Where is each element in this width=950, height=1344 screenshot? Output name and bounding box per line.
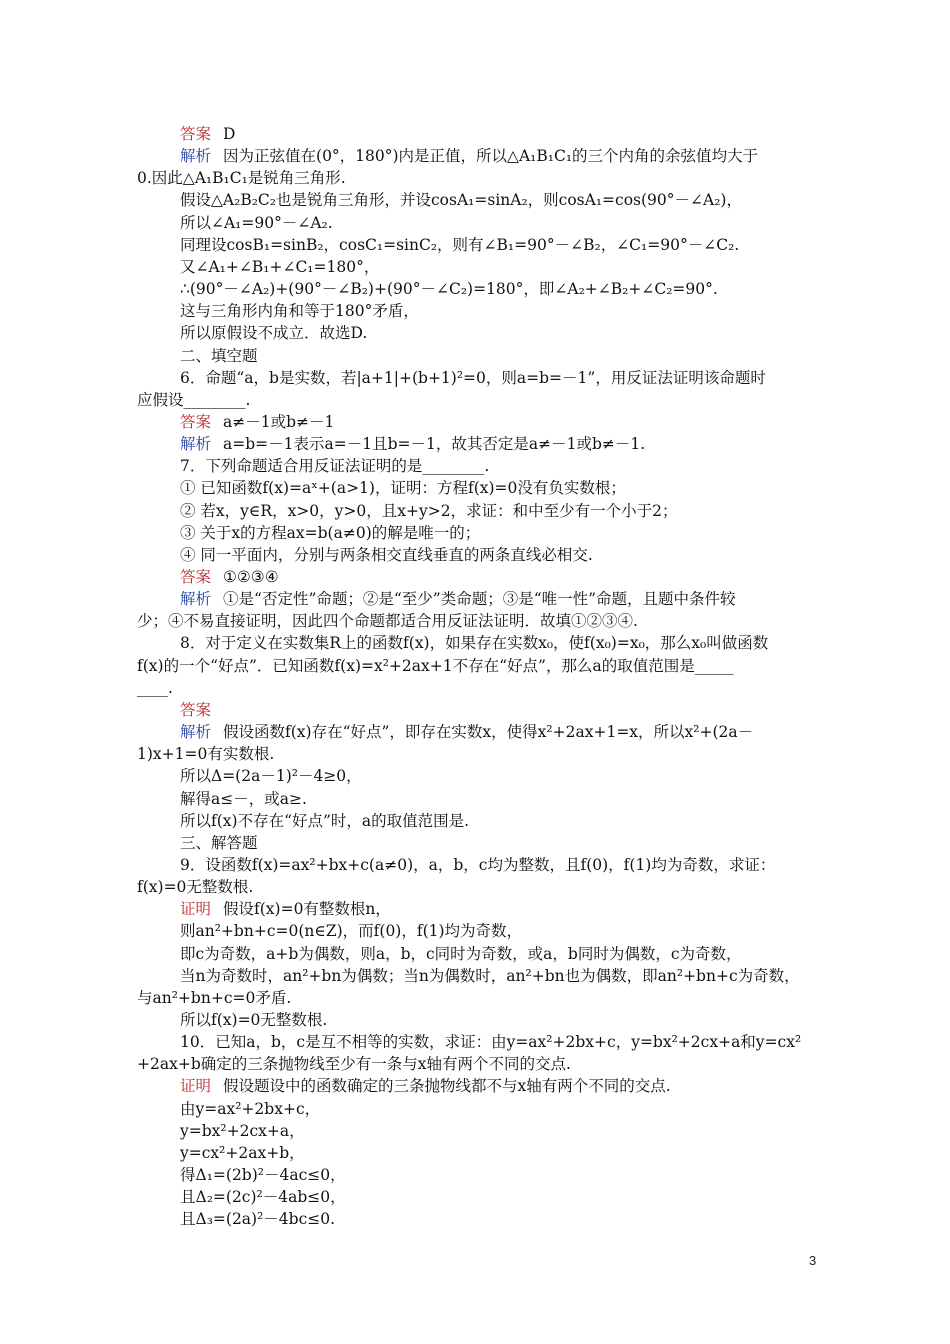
line-text: 当n为奇数时，an²+bn为偶数；当n为偶数时，an²+bn也为偶数，即an²+bn+c为奇数， (180, 966, 800, 985)
line-text: 所以Δ=(2a－1)²－4≥0， (180, 767, 362, 786)
line-text: 得Δ₁=(2b)²－4ac≤0， (180, 1166, 346, 1185)
text-line (180, 278, 820, 300)
text-line (180, 920, 820, 942)
text-line (180, 588, 820, 610)
line-text: 则an²+bn+c=0(n∈Z)，而f(0)，f(1)均为奇数， (180, 922, 523, 941)
text-line (180, 566, 820, 588)
line-text: a≠－1或b≠－1 (223, 412, 335, 431)
section-tag: 解析 (180, 590, 212, 609)
section-tag: 答案 (180, 412, 212, 431)
text-line (180, 1142, 820, 1164)
line-text: f(x)=0无整数根. (137, 878, 254, 897)
line-text: 与an²+bn+c=0矛盾. (137, 988, 292, 1007)
line-text: 应假设________. (137, 390, 251, 409)
line-text: 这与三角形内角和等于180°矛盾， (180, 302, 419, 321)
line-text: a=b=－1表示a=－1且b=－1，故其否定是a≠－1或b≠－1. (223, 435, 646, 454)
text-line (137, 655, 820, 677)
text-line (180, 345, 820, 367)
line-text: ①是“否定性”命题；②是“至少”类命题；③是“唯一性”命题，且题中条件较 (223, 590, 736, 609)
text-line (180, 189, 820, 211)
text-line (180, 322, 820, 344)
text-line (180, 234, 820, 256)
text-line (180, 699, 820, 721)
text-line (180, 455, 820, 477)
text-line (137, 389, 820, 411)
line-text: 即c为奇数，a+b为偶数，则a，b，c同时为奇数，或a，b同时为偶数，c为奇数， (180, 944, 742, 963)
line-text: 由y=ax²+2bx+c， (180, 1099, 321, 1118)
line-text: ①②③④ (223, 568, 279, 586)
text-line (180, 123, 820, 145)
section-tag: 解析 (180, 723, 212, 742)
text-line (180, 522, 820, 544)
line-text: 10．已知a，b，c是互不相等的实数，求证：由y=ax²+2bx+c，y=bx²+2cx+a和y=cx² (180, 1033, 802, 1052)
line-text: f(x)的一个“好点”．已知函数f(x)=x²+2ax+1不存在“好点”，那么a的取值范围是_____ (137, 656, 734, 675)
text-line (180, 765, 820, 787)
text-line (137, 876, 820, 898)
line-text: 7．下列命题适合用反证法证明的是________. (180, 457, 490, 476)
line-text: +2ax+b确定的三条抛物线至少有一条与x轴有两个不同的交点. (137, 1055, 571, 1074)
section-tag: 证明 (180, 900, 212, 919)
text-line (137, 743, 820, 765)
section-tag: 解析 (180, 435, 212, 454)
text-line (180, 788, 820, 810)
line-text: 同理设cosB₁=sinB₂，cosC₁=sinC₂，则有∠B₁=90°－∠B₂，∠C₁=90°－∠C₂. (180, 235, 740, 254)
line-text: 二、填空题 (180, 346, 258, 365)
text-line (180, 854, 820, 876)
line-text: 0.因此△A₁B₁C₁是锐角三角形. (137, 169, 346, 188)
line-text: 假设函数f(x)存在“好点”，即存在实数x，使得x²+2ax+1=x，所以x²+(2a－ (223, 723, 754, 742)
line-text: 所以f(x)=0无整数根. (180, 1011, 328, 1029)
text-line (137, 167, 820, 189)
text-line (137, 1053, 820, 1075)
line-text: 假设△A₂B₂C₂也是锐角三角形，并设cosA₁=sinA₂，则cosA₁=cos(90°－∠A₂)， (180, 191, 742, 210)
text-line (180, 1098, 820, 1120)
line-text: 8．对于定义在实数集R上的函数f(x)，如果存在实数x₀，使f(x₀)=x₀，那么x₀叫做函数 (180, 634, 769, 653)
line-text: ③ 关于x的方程ax=b(a≠0)的解是唯一的； (180, 523, 481, 542)
text-line (180, 500, 820, 522)
line-text: 因为正弦值在(0°，180°)内是正值，所以△A₁B₁C₁的三个内角的余弦值均大于 (223, 147, 759, 166)
line-text: 假设f(x)=0有整数根n， (223, 900, 391, 919)
section-tag: 答案 (180, 700, 212, 719)
text-line (180, 1186, 820, 1208)
text-line (180, 367, 820, 389)
line-text: 所以∠A₁=90°－∠A₂. (180, 213, 333, 232)
line-text: ④ 同一平面内，分别与两条相交直线垂直的两条直线必相交. (180, 545, 593, 564)
text-line (180, 1075, 820, 1097)
line-text: 9．设函数f(x)=ax²+bx+c(a≠0)，a，b，c均为整数，且f(0)，f(1)均为奇数，求证： (180, 855, 776, 874)
line-text: ____. (137, 678, 173, 697)
section-tag: 证明 (180, 1077, 212, 1096)
line-text: y=bx²+2cx+a， (180, 1121, 305, 1140)
line-text: 且Δ₂=(2c)²－4ab≤0， (180, 1188, 346, 1207)
line-text: 且Δ₃=(2a)²－4bc≤0. (180, 1210, 336, 1229)
text-line (180, 1009, 820, 1031)
text-line (180, 477, 820, 499)
text-line (180, 632, 820, 654)
text-line (180, 721, 820, 743)
line-text: 所以原假设不成立．故选D. (180, 324, 368, 343)
text-line (180, 1208, 820, 1230)
line-text: 6．命题“a，b是实数，若|a+1|+(b+1)²=0，则a=b=－1”，用反证法证明该命题时 (180, 368, 766, 387)
text-line (180, 965, 820, 987)
section-tag: 答案 (180, 568, 212, 586)
text-line (180, 256, 820, 278)
line-text: ① 已知函数f(x)=aˣ+(a>1)，证明：方程f(x)=0没有负实数根； (180, 479, 626, 498)
text-line (180, 433, 820, 455)
text-line (137, 610, 820, 632)
line-text: 三、解答题 (180, 833, 258, 852)
text-line (180, 544, 820, 566)
line-text: 假设题设中的函数确定的三条抛物线都不与x轴有两个不同的交点. (223, 1077, 671, 1096)
page-number: 3 (809, 1253, 817, 1268)
line-text: 解得a≤－，或a≥. (180, 789, 307, 808)
text-line (180, 1031, 820, 1053)
line-text: 又∠A₁+∠B₁+∠C₁=180°， (180, 257, 380, 276)
line-text: ② 若x，y∈R，x>0，y>0，且x+y>2，求证：和中至少有一个小于2； (180, 501, 678, 520)
text-line (180, 1164, 820, 1186)
text-line (180, 832, 820, 854)
text-line (180, 943, 820, 965)
text-line (180, 898, 820, 920)
text-line (137, 677, 820, 699)
line-text: y=cx²+2ax+b， (180, 1143, 305, 1162)
text-line (180, 411, 820, 433)
line-text: ∴(90°－∠A₂)+(90°－∠B₂)+(90°－∠C₂)=180°，即∠A₂+∠B₂+∠C₂=90°. (180, 280, 718, 299)
line-text: 少；④不易直接证明，因此四个命题都适合用反证法证明．故填①②③④. (137, 612, 638, 631)
text-line (137, 987, 820, 1009)
line-text: D (223, 125, 236, 143)
text-line (180, 300, 820, 322)
section-tag: 解析 (180, 147, 212, 166)
text-line (180, 212, 820, 234)
line-text: 所以f(x)不存在“好点”时，a的取值范围是. (180, 811, 470, 830)
text-line (180, 1120, 820, 1142)
line-text: 1)x+1=0有实数根. (137, 745, 275, 764)
text-line (180, 145, 820, 167)
section-tag: 答案 (180, 125, 212, 143)
text-line (180, 810, 820, 832)
